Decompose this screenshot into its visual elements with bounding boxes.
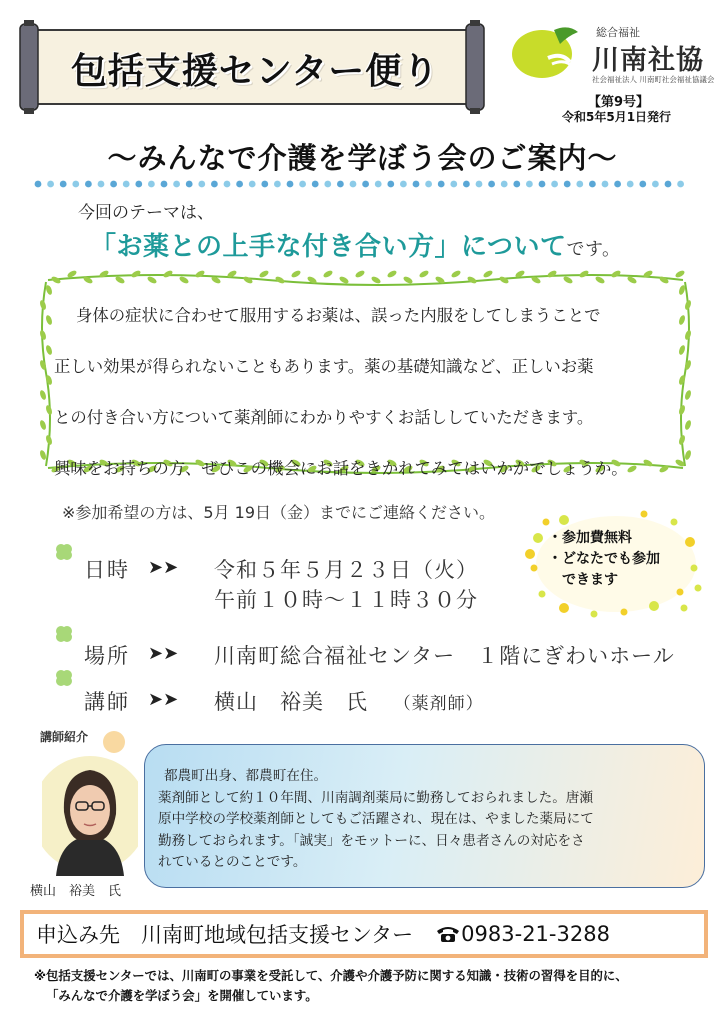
banner [18, 18, 486, 114]
divider-dot [375, 181, 382, 188]
logo-organization: 社会福祉法人 川南町社会福祉協議会 [592, 75, 715, 84]
footer-line: 「みんなで介護を学ぼう会」を開催しています。 [46, 988, 318, 1003]
date-label: 日時 [84, 558, 130, 582]
badge-flower [539, 591, 546, 598]
vine-leaf [450, 269, 461, 279]
vine-leaf [130, 269, 141, 279]
badge-flower [681, 605, 688, 612]
logo-subtitle: 総合福祉 [596, 26, 640, 39]
bio-line: 勤務しておられます。「誠実」をモットーに、日々患者さんの対応をさ [158, 832, 585, 849]
divider-dot [387, 181, 394, 188]
logo-name: 川南社協 [592, 45, 704, 76]
divider-dot [476, 181, 483, 188]
vine-leaf [370, 275, 381, 285]
vine-leaf [39, 449, 47, 460]
divider-dot [324, 181, 331, 188]
issue-date: 令和5年5月1日発行 [562, 110, 672, 124]
vine-leaf [546, 269, 557, 279]
divider-dot [652, 181, 659, 188]
divider-dot [337, 181, 344, 188]
place-label: 場所 [84, 644, 130, 668]
divider-dot [173, 181, 180, 188]
badge-flower [591, 611, 598, 618]
clover-icon [54, 668, 74, 688]
divider-dot [161, 181, 168, 188]
badge-flower [641, 511, 648, 518]
description-line: との付き合い方について薬剤師にわかりやすくお話ししていただきます。 [54, 408, 594, 427]
badge-flower [533, 533, 543, 543]
divider-dot [224, 181, 231, 188]
vine-leaf [354, 269, 365, 279]
divider-dot [400, 181, 407, 188]
badge-line-anyone: ・どなたでも参加 [548, 551, 660, 567]
divider-dot [98, 181, 105, 188]
event-description [54, 302, 688, 506]
divider-dot [312, 181, 319, 188]
contact-label: 申込み先 川南町地域包括支援センター [36, 923, 414, 947]
lecturer-label: 講師 [84, 690, 130, 714]
vine-leaf [338, 275, 349, 285]
divider-dot [589, 181, 596, 188]
vine-leaf [610, 269, 621, 279]
divider-dot [425, 181, 432, 188]
badge-flower [695, 585, 702, 592]
vine-leaf [674, 269, 685, 279]
lecturer-bio [158, 766, 698, 874]
date-arrow: ➤➤ [148, 557, 179, 578]
divider-dot [47, 181, 54, 188]
vine-leaf [322, 269, 333, 279]
divider-dot [123, 181, 130, 188]
divider-dot [35, 181, 42, 188]
clover-icon [54, 542, 74, 562]
badge-flower [559, 515, 569, 525]
divider-dot [526, 181, 533, 188]
vine-leaf [258, 269, 269, 279]
badge-flower [531, 565, 538, 572]
vine-leaf [498, 275, 509, 285]
logo-leaf-icon [508, 22, 586, 82]
vine-leaf [39, 299, 47, 310]
clover-icon [54, 624, 74, 644]
vine-leaf [402, 275, 413, 285]
divider-dot [236, 181, 243, 188]
divider-dot [72, 181, 79, 188]
badge-flower [691, 565, 698, 572]
vine-leaf [39, 419, 47, 430]
date-value: 令和５年５月２３日（火） [214, 558, 478, 582]
badge-flower [671, 519, 678, 526]
divider-dot [287, 181, 294, 188]
registration-deadline: ※参加希望の方は、5月 19日（金）までにご連絡ください。 [62, 503, 496, 522]
divider-dot [299, 181, 306, 188]
place-value: 川南町総合福祉センター １階にぎわいホール [214, 644, 675, 668]
vine-leaf [162, 269, 173, 279]
contact-phone[interactable] [435, 922, 610, 946]
vine-leaf [242, 275, 253, 285]
divider-dot [513, 181, 520, 188]
lecturer-name [214, 686, 484, 716]
vine-leaf [386, 269, 397, 279]
dotted-divider [32, 178, 692, 190]
theme-intro: 今回のテーマは、 [78, 203, 214, 223]
lecturer-photo [42, 752, 138, 876]
divider-dot [186, 181, 193, 188]
vine-leaf [482, 269, 493, 279]
lecturer-intro-heading: 講師紹介 [40, 730, 89, 744]
divider-dot [463, 181, 470, 188]
newsletter-title: 包括支援センター便り [70, 50, 440, 92]
vine-leaf [45, 344, 53, 355]
issue-number: 【第9号】 [588, 95, 650, 110]
divider-dot [564, 181, 571, 188]
badge-flower [621, 609, 628, 616]
divider-dot [110, 181, 117, 188]
bio-line: 都農町出身、都農町在住。 [164, 768, 328, 784]
divider-dot [614, 181, 621, 188]
vine-leaf [146, 275, 157, 285]
time-value: 午前１０時～１１時３０分 [214, 588, 478, 612]
divider-dot [60, 181, 67, 188]
divider-dot [148, 181, 155, 188]
divider-dot [350, 181, 357, 188]
vine-leaf [466, 275, 477, 285]
badge-flower [649, 601, 659, 611]
vine-leaf [45, 404, 53, 415]
vine-leaf [45, 434, 53, 445]
lecturer-name-text: 横山 裕美 氏 [214, 690, 368, 714]
contact-box [20, 910, 708, 958]
badge-flower [685, 537, 695, 547]
divider-dot [274, 181, 281, 188]
lecturer-arrow: ➤➤ [148, 689, 179, 710]
event-title: ～みんなで介護を学ぼう会のご案内～ [107, 141, 618, 175]
badge-flower [543, 519, 550, 526]
badge-line-anyone-cont: できます [562, 572, 618, 588]
vine-leaf [418, 269, 429, 279]
badge-flower [677, 589, 684, 596]
vine-leaf [45, 314, 53, 325]
vine-leaf [194, 269, 205, 279]
divider-dot [501, 181, 508, 188]
phone-number: 0983-21-3288 [461, 922, 610, 946]
badge-flower [559, 603, 569, 613]
vine-leaf [178, 275, 189, 285]
vine-leaf [578, 269, 589, 279]
place-arrow: ➤➤ [148, 643, 179, 664]
badge-line-free: ・参加費無料 [548, 530, 632, 546]
vine-leaf [658, 275, 669, 285]
divider-dot [576, 181, 583, 188]
divider-dot [362, 181, 369, 188]
bio-line: れているとのことです。 [158, 854, 307, 870]
lecturer-role: （薬剤師） [393, 694, 484, 714]
badge-text [548, 528, 660, 591]
description-line: 興味をお持ちの方、ぜひこの機会にお話をきかれてみてはいかがでしょうか。 [54, 459, 628, 478]
divider-dot [135, 181, 142, 188]
divider-dot [627, 181, 634, 188]
description-line: 身体の症状に合わせて服用するお薬は、誤った内服をしてしまうことで [76, 306, 601, 325]
footer-note [34, 966, 714, 1006]
divider-dot [211, 181, 218, 188]
divider-dot [665, 181, 672, 188]
vine-leaf [39, 389, 47, 400]
vine-leaf [562, 275, 573, 285]
vine-leaf [39, 329, 47, 340]
theme-suffix: です。 [566, 239, 621, 260]
decorative-circle-icon [100, 730, 130, 754]
footer-line: ※包括支援センターでは、川南町の事業を受託して、介護や介護予防に関する知識・技術の習得を目的に、 [34, 968, 628, 983]
vine-leaf [290, 269, 301, 279]
divider-dot [438, 181, 445, 188]
vine-leaf [594, 275, 605, 285]
badge-flower [525, 549, 535, 559]
theme-title: 「お薬との上手な付き合い方」について [90, 232, 567, 262]
organization-logo [508, 18, 713, 88]
divider-dot [639, 181, 646, 188]
divider-dot [85, 181, 92, 188]
divider-dot [602, 181, 609, 188]
lecturer-photo-caption: 横山 裕美 氏 [30, 884, 122, 899]
divider-dot [198, 181, 205, 188]
theme-heading [90, 226, 621, 263]
bio-line: 原中学校の学校薬剤師としてもご活躍され、現在は、やました薬局にて [158, 811, 594, 827]
divider-dot [261, 181, 268, 188]
divider-dot [551, 181, 558, 188]
divider-dot [677, 181, 684, 188]
divider-dot [488, 181, 495, 188]
divider-dot [539, 181, 546, 188]
divider-dot [450, 181, 457, 188]
telephone-icon [435, 925, 461, 943]
description-line: 正しい効果が得られないこともあります。薬の基礎知識など、正しいお薬 [54, 357, 594, 376]
divider-dot [249, 181, 256, 188]
bio-line: 薬剤師として約１０年間、川南調剤薬局に勤務しておられました。唐瀬 [158, 789, 593, 806]
divider-dot [413, 181, 420, 188]
